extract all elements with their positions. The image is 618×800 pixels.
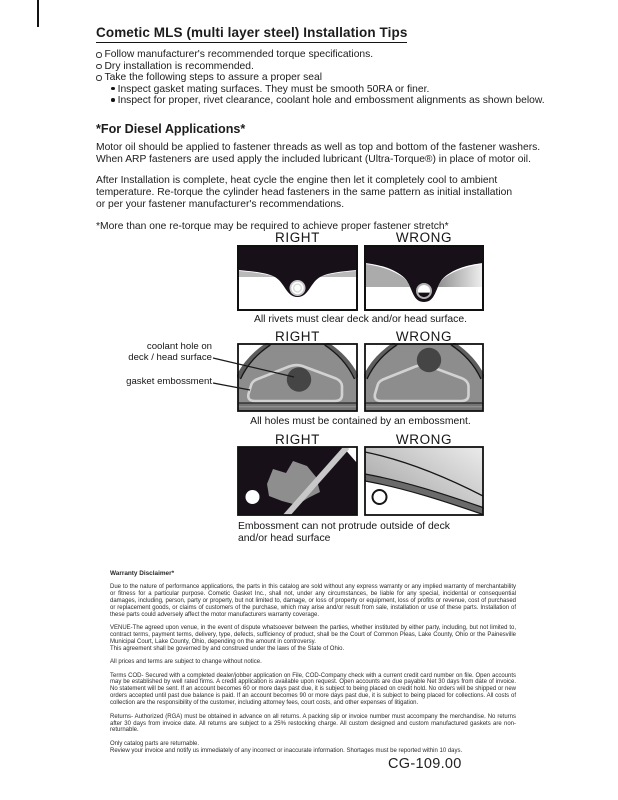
- diagram3-right-label: RIGHT: [275, 432, 320, 447]
- returnable-line: Only catalog parts are returnable.: [110, 740, 200, 747]
- page-title: Cometic MLS (multi layer steel) Installation Tips: [96, 25, 407, 43]
- review-invoice-line: Review your invoice and notify us immediately of any incorrect or inaccurate information. Shortages must be reported within 10 days.: [110, 747, 463, 754]
- diagram3-wrong-label: WRONG: [395, 432, 453, 447]
- diagram1-wrong-label: WRONG: [395, 230, 453, 245]
- sub-bullet-item: [103, 84, 516, 96]
- governing-law-line: This agreement shall be governed by and construed under the laws of the State of Ohio.: [110, 645, 345, 652]
- diagram2-right-label: RIGHT: [275, 329, 320, 344]
- open-circle-bullet-icon: [96, 75, 102, 81]
- rivet-caption: All rivets must clear deck and/or head surface.: [253, 314, 468, 325]
- bullet-item: [103, 49, 516, 61]
- diagram2-wrong-label: WRONG: [395, 329, 453, 344]
- intro-section: [96, 24, 545, 232]
- retorque-note: *More than one re-torque may be required to achieve proper fastener stretch*: [96, 220, 449, 232]
- diesel-paragraph-1: Motor oil should be applied to fastener threads as well as top and bottom of the fastener washers. When ARP fasteners are used apply the included lubricant (Ultra-Torque®) in place of motor oil.: [96, 141, 541, 165]
- bolt-hole-icon: [373, 490, 387, 504]
- prices-line: All prices and terms are subject to change without notice.: [110, 659, 262, 666]
- page-number: CG-109.00: [388, 756, 462, 772]
- open-circle-bullet-icon: [96, 52, 102, 58]
- warranty-heading: Warranty Disclaimer*: [110, 570, 175, 577]
- embossment-caption: Embossment can not protrude outside of deck and/or head surface: [238, 521, 450, 544]
- returns-paragraph: Returns- Authorized (RGA) must be obtained in advance on all returns. A packing slip or invoice number must accompany the merchandise. No returns after 30 days from invoice date. All returns are subject to a 25% restocking charge. All custom designed and custom manufactured gaskets are non-returnable.: [110, 713, 516, 734]
- tips-list: [96, 49, 545, 107]
- coolant-hole-icon: [417, 348, 441, 372]
- sub-bullet-text: Inspect gasket mating surfaces. They must be smooth 50RA or finer.: [117, 83, 430, 95]
- coolant-hole-wrong-diagram: [364, 343, 484, 412]
- rivet-wrong-diagram: [364, 245, 484, 311]
- bullet-text: Take the following steps to assure a proper seal: [104, 72, 323, 83]
- bullet-item: [103, 61, 516, 73]
- sub-bullet-text: Inspect for proper, rivet clearance, coolant hole and embossment alignments as shown below.: [117, 95, 545, 106]
- registration-mark: [37, 0, 39, 27]
- embossment-right-diagram: [237, 446, 358, 516]
- coolant-hole-label: coolant hole on deck / head surface: [128, 341, 212, 363]
- warranty-paragraph: Due to the nature of performance applications, the parts in this catalog are sold without any express warranty or any implied warranty of merchantability or fitness for a particular purpose. Cometic Gasket Inc., shall not, under any circumstances, be liable for any special, incidental or consequential damages, including, person, party or property, but not limited to, damage, or loss of property or equipment, loss of profits or revenue, cost of purchased or replacement goods, or claims of customers of the purchase, which may arise and/or result from sale, installation or use of these parts. Installation of these parts could adversely affect the motor manufacturers warranty coverage.: [110, 584, 516, 618]
- bullet-item: [103, 72, 516, 84]
- embossment-wrong-diagram: [364, 446, 484, 516]
- open-circle-bullet-icon: [96, 64, 102, 70]
- warranty-disclaimer-section: [110, 570, 516, 761]
- bullet-text: Follow manufacturer's recommended torque specifications.: [104, 49, 374, 60]
- diesel-applications-heading: *For Diesel Applications*: [96, 121, 246, 136]
- dot-bullet-icon: [111, 98, 115, 102]
- diagram1-right-label: RIGHT: [275, 230, 320, 245]
- gasket-embossment-label: gasket embossment: [126, 376, 212, 387]
- venue-paragraph: VENUE-The agreed upon venue, in the event of dispute whatsoever between the parties, whether instituted by either party, including, but not limited to, contract terms, payment terms, delivery, type, defects, sufficiency of product, shall be the Court of Common Pleas, Lake County, Ohio or the Painesville Municipal Court, Lake County, Ohio, depending on the amount in controversy.: [110, 625, 516, 645]
- bolt-hole-icon: [246, 490, 260, 504]
- holes-caption: All holes must be contained by an embossment.: [250, 416, 471, 427]
- sub-bullet-item: [103, 95, 545, 107]
- diesel-paragraph-2: After Installation is complete, heat cycle the engine then let it completely cool to ambient temperature. Re-torque the cylinder head fasteners in the same pattern as initial installation or per your fastener manufacturer's recommendations.: [96, 174, 513, 210]
- rivet-right-diagram: [237, 245, 358, 311]
- terms-paragraph: Terms COD- Secured with a completed dealer/jobber application on File, COD-Company check with a current credit card number on file. Open accounts may be established by well rated firms. A credit application is available upon request. Open accounts are due payable Net 30 days from date of invoice. No statement will be sent. If an account becomes 60 or more days past due, it is subject to being placed on credit hold. No orders will be shipped or new orders accepted until past due balance is paid. If an account becomes 90 or more days past due, it is subject to being placed for collections. All costs of collection are the responsibility of the customer, including attorney fees, court costs, and other expenses of litigation.: [110, 672, 516, 707]
- bullet-text: Dry installation is recommended.: [104, 60, 254, 72]
- dot-bullet-icon: [111, 87, 115, 91]
- label-pointer-lines: [212, 350, 312, 400]
